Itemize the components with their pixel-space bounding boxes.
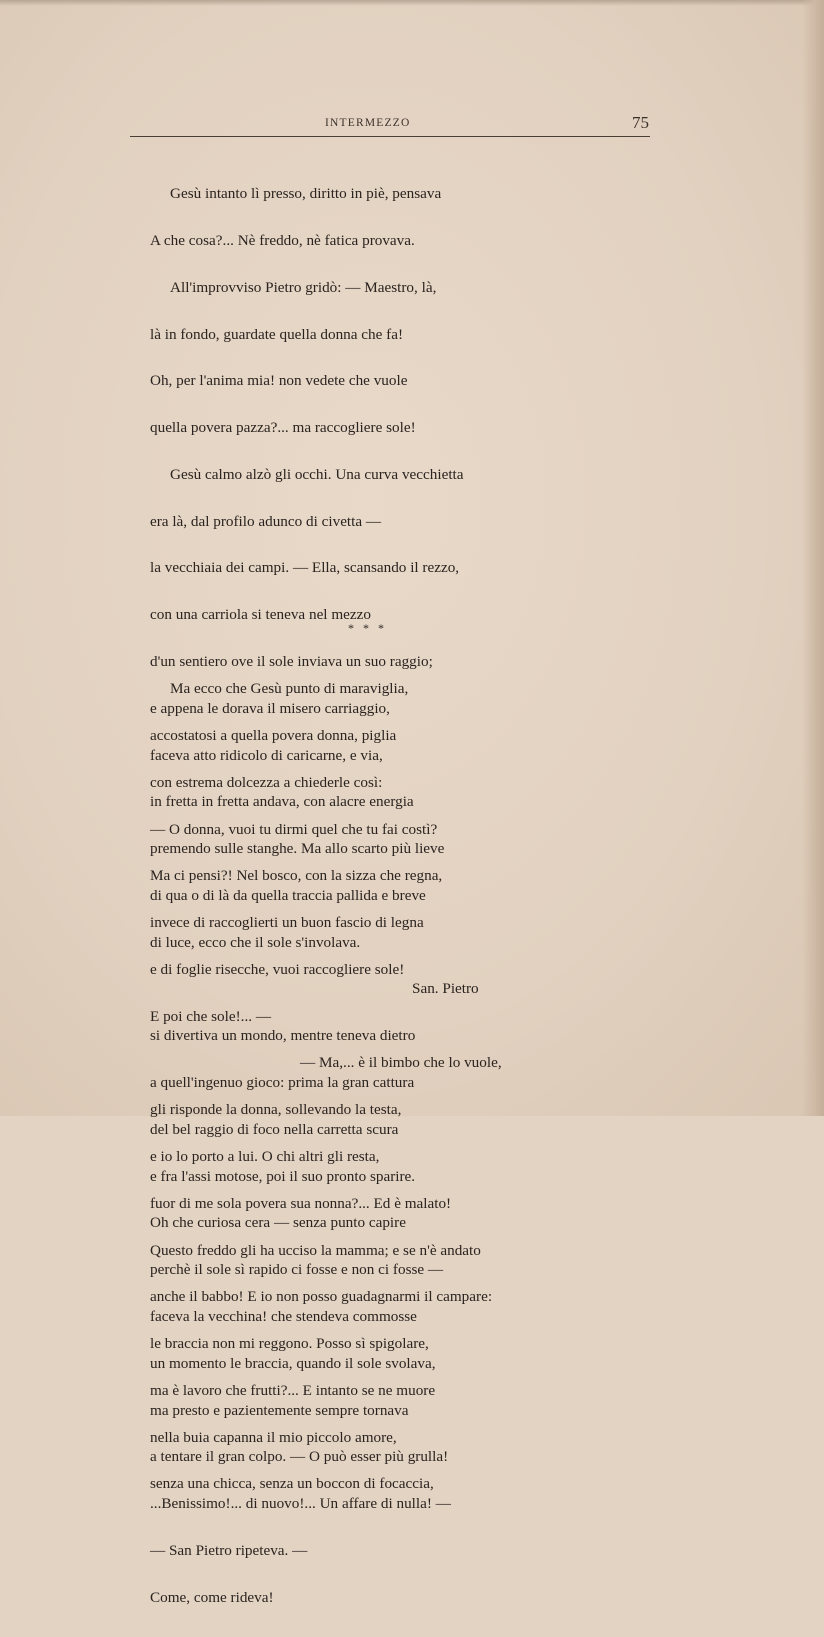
verse-line: e fra l'assi motose, poi il suo pronto sparire. [150,1167,416,1185]
verse-line: e io lo porto a lui. O chi altri gli resta, [150,1148,380,1165]
verse-line: e appena le dorava il misero carriaggio, [150,699,390,717]
verse-line: faceva atto ridicolo di caricarne, e via, [150,746,383,764]
verse-line: E poi che sole!... — [150,1007,272,1025]
verse-line: ma è lavoro che frutti?... E intanto se ne muore [150,1381,436,1399]
verse-line: fuor di me sola povera sua nonna?... Ed è malato! [150,1194,452,1212]
section-separator: * * * [348,621,387,635]
page-top-edge [0,0,824,6]
verse-line: Oh, per l'anima mia! non vedete che vuole [150,372,408,390]
verse-line: un momento le braccia, quando il sole svolava, [150,1354,436,1372]
running-title: INTERMEZZO [325,117,411,129]
page-right-edge [802,0,824,1116]
verse-line: Ma ci pensi?! Nel bosco, con la sizza che regna, [150,867,443,885]
verse-line: in fretta in fretta andava, con alacre energia [150,793,414,811]
poem-section-2 [150,650,550,1523]
verse-line: del bel raggio di foco nella carretta scura [150,1120,399,1138]
verse-line: invece di raccoglierti un buon fascio di legna [150,914,424,932]
verse-line: All'improvviso Pietro gridò: — Maestro, là, [170,278,437,296]
verse-line: — Ma,... è il bimbo che lo vuole, [300,1054,502,1072]
verse-line: senza una chicca, senza un boccon di focaccia, [150,1475,434,1493]
verse-line: con estrema dolcezza a chiederle così: [150,773,383,791]
verse-line: quella povera pazza?... ma raccogliere sole! [150,419,416,437]
verse-line: con una carriola si teneva nel mezzo [150,606,371,624]
verse-line: a quell'ingenuo gioco: prima la gran cattura [150,1074,415,1092]
verse-line: le braccia non mi reggono. Posso sì spigolare, [150,1335,429,1353]
verse-line: faceva la vecchina! che stendeva commosse [150,1307,417,1325]
verse-line: di luce, ecco che il sole s'involava. [150,933,361,951]
verse-line: Oh che curiosa cera — senza punto capire [150,1214,406,1232]
page-number: 75 [632,113,649,132]
verse-line: San. Pietro [412,980,479,998]
verse-line: Gesù calmo alzò gli occhi. Una curva vecchietta [170,465,464,483]
verse-line: Questo freddo gli ha ucciso la mamma; e se n'è andato [150,1241,481,1259]
verse-line: gli risponde la donna, sollevando la testa, [150,1101,402,1119]
verse-line: perchè il sole sì rapido ci fosse e non ci fosse — [150,1261,444,1279]
verse-line: ma presto e pazientemente sempre tornava [150,1401,409,1419]
verse-line: a tentare il gran colpo. — O può esser più grulla! [150,1448,449,1466]
verse-line: nella buia capanna il mio piccolo amore, [150,1428,397,1446]
verse-line: ...Benissimo!... di nuovo!... Un affare di nulla! — [150,1495,451,1513]
verse-line: premendo sulle stanghe. Ma allo scarto più lieve [150,840,445,858]
verse-line: A che cosa?... Nè freddo, nè fatica provava. [150,231,415,249]
verse-line: e di foglie risecche, vuoi raccogliere sole! [150,960,405,978]
verse-line: Come, come rideva! [150,1588,274,1606]
verse-line: accostatosi a quella povera donna, piglia [150,726,397,744]
verse-line: — O donna, vuoi tu dirmi quel che tu fai costì? [150,820,438,838]
verse-line: si divertiva un mondo, mentre teneva dietro [150,1027,416,1045]
verse-line: era là, dal profilo adunco di civetta — [150,512,382,530]
verse-line: — San Pietro ripeteva. — [150,1541,308,1559]
verse-line: Ma ecco che Gesù punto di maraviglia, [170,680,409,698]
verse-line: là in fondo, guardate quella donna che fa! [150,325,404,343]
verse-line: di qua o di là da quella traccia pallida e breve [150,886,426,904]
verse-line: la vecchiaia dei campi. — Ella, scansando il rezzo, [150,559,460,577]
header-rule [130,136,650,137]
verse-line: anche il babbo! E io non posso guadagnarmi il campare: [150,1288,493,1306]
verse-line: Gesù intanto lì presso, diritto in piè, pensava [170,185,442,203]
verse-line: d'un sentiero ove il sole inviava un suo raggio; [150,653,433,670]
